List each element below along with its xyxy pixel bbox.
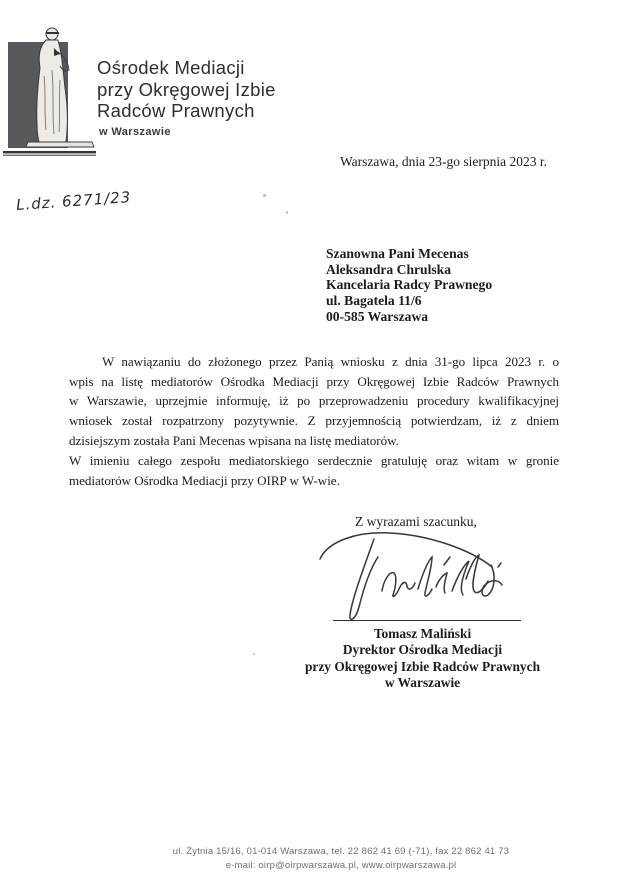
- recipient-line: Szanowna Pani Mecenas: [326, 246, 469, 261]
- org-name-line: przy Okręgowej Izbie: [97, 78, 276, 100]
- scan-artifact: [263, 194, 266, 197]
- signer-title-line: w Warszawie: [384, 674, 461, 690]
- handwritten-reference-number: L.dz. 6271/23: [15, 187, 132, 215]
- org-name-line: Ośrodek Mediacji: [97, 57, 245, 78]
- body-line: wniosek został rozpatrzony pozytywnie. Z przyjemnością potwierdzam, iż z dniem: [69, 413, 559, 429]
- signer-title-line: Dyrektor Ośrodka Mediacji: [342, 642, 503, 658]
- footer-contact-block: [61, 845, 621, 872]
- letterhead-org-name: [97, 57, 276, 138]
- body-line: mediatorów Ośrodka Mediacji przy OIRP w W-wie.: [69, 472, 340, 488]
- body-paragraph-1: [69, 352, 559, 451]
- body-line: w Warszawie, uprzejmie informuję, iż po przeprowadzeniu procedury kwalifikacyjnej: [69, 393, 559, 409]
- scan-artifact: [253, 653, 255, 655]
- recipient-line: Aleksandra Chrulska: [326, 261, 452, 277]
- body-line: W nawiązaniu do złożonego przez Panią wniosku z dnia 31-go lipca 2023 r. o: [102, 354, 559, 369]
- handwritten-signature: [298, 527, 513, 625]
- themis-statue-logo-icon: [2, 24, 102, 158]
- closing-salutation: Z wyrazami szacunku,: [355, 514, 477, 529]
- signer-block: [280, 626, 565, 691]
- recipient-address-block: [326, 246, 492, 325]
- footer-address-line: ul. Żytnia 15/16, 01-014 Warszawa, tel. 22 862 41 69 (-71), fax 22 862 41 73: [172, 846, 510, 857]
- recipient-line: 00-585 Warszawa: [326, 308, 429, 324]
- org-name-line: Radców Prawnych: [97, 100, 255, 121]
- date-line: Warszawa, dnia 23-go sierpnia 2023 r.: [340, 154, 547, 169]
- body-paragraph-2: [69, 451, 559, 490]
- body-line: dzisiejszym została Pani Mecenas wpisana na listę mediatorów.: [69, 432, 399, 448]
- org-location: w Warszawie: [99, 125, 171, 138]
- footer-email-line: e-mail: oirp@oirpwarszawa.pl, www.oirpwarszawa.pl: [225, 859, 457, 871]
- recipient-line: ul. Bagatela 11/6: [326, 293, 422, 309]
- signer-title-line: przy Okręgowej Izbie Radców Prawnych: [304, 658, 541, 674]
- signer-name: Tomasz Maliński: [373, 626, 472, 641]
- body-line: W imieniu całego zespołu mediatorskiego serdecznie gratuluję oraz witam w gronie: [69, 453, 559, 468]
- scan-artifact: [286, 211, 288, 214]
- recipient-line: Kancelaria Radcy Prawnego: [326, 277, 493, 293]
- body-line: wpis na listę mediatorów Ośrodka Mediacji przy Okręgowej Izbie Radców Prawnych: [69, 373, 559, 389]
- signature-rule: [333, 620, 521, 621]
